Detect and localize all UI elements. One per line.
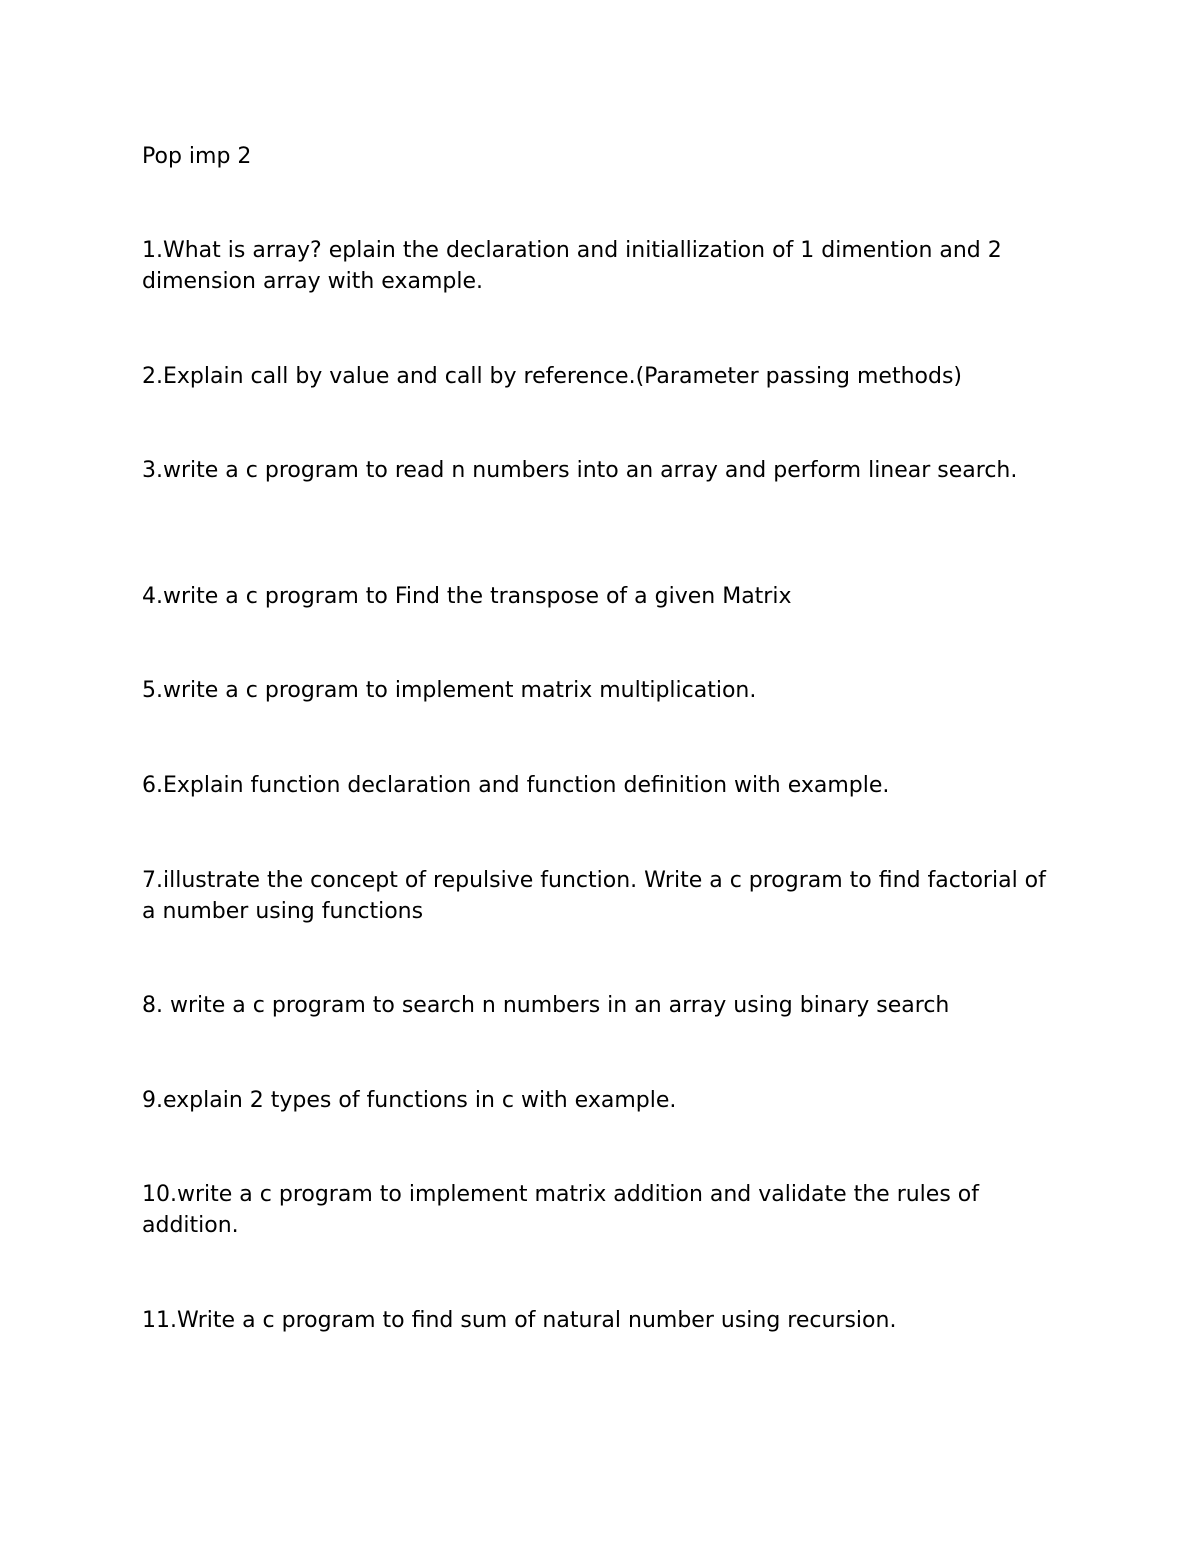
question-4: 4.write a c program to Find the transpose of a given Matrix bbox=[142, 584, 792, 609]
question-5: 5.write a c program to implement matrix multiplication. bbox=[142, 678, 757, 703]
question-1: 1.What is array? eplain the declaration and initiallization of 1 dimention and 2 dimension array with example. bbox=[142, 238, 1002, 294]
document-title: Pop imp 2 bbox=[142, 144, 252, 169]
question-10: 10.write a c program to implement matrix addition and validate the rules of addition. bbox=[142, 1182, 979, 1238]
question-9: 9.explain 2 types of functions in c with example. bbox=[142, 1088, 677, 1113]
question-3: 3.write a c program to read n numbers into an array and perform linear search. bbox=[142, 458, 1018, 483]
question-8: 8. write a c program to search n numbers in an array using binary search bbox=[142, 993, 950, 1018]
question-6: 6.Explain function declaration and function definition with example. bbox=[142, 773, 890, 798]
question-2: 2.Explain call by value and call by reference.(Parameter passing methods) bbox=[142, 364, 962, 389]
question-11: 11.Write a c program to find sum of natural number using recursion. bbox=[142, 1308, 897, 1333]
question-7: 7.illustrate the concept of repulsive function. Write a c program to find factorial of a number using functions bbox=[142, 868, 1046, 924]
